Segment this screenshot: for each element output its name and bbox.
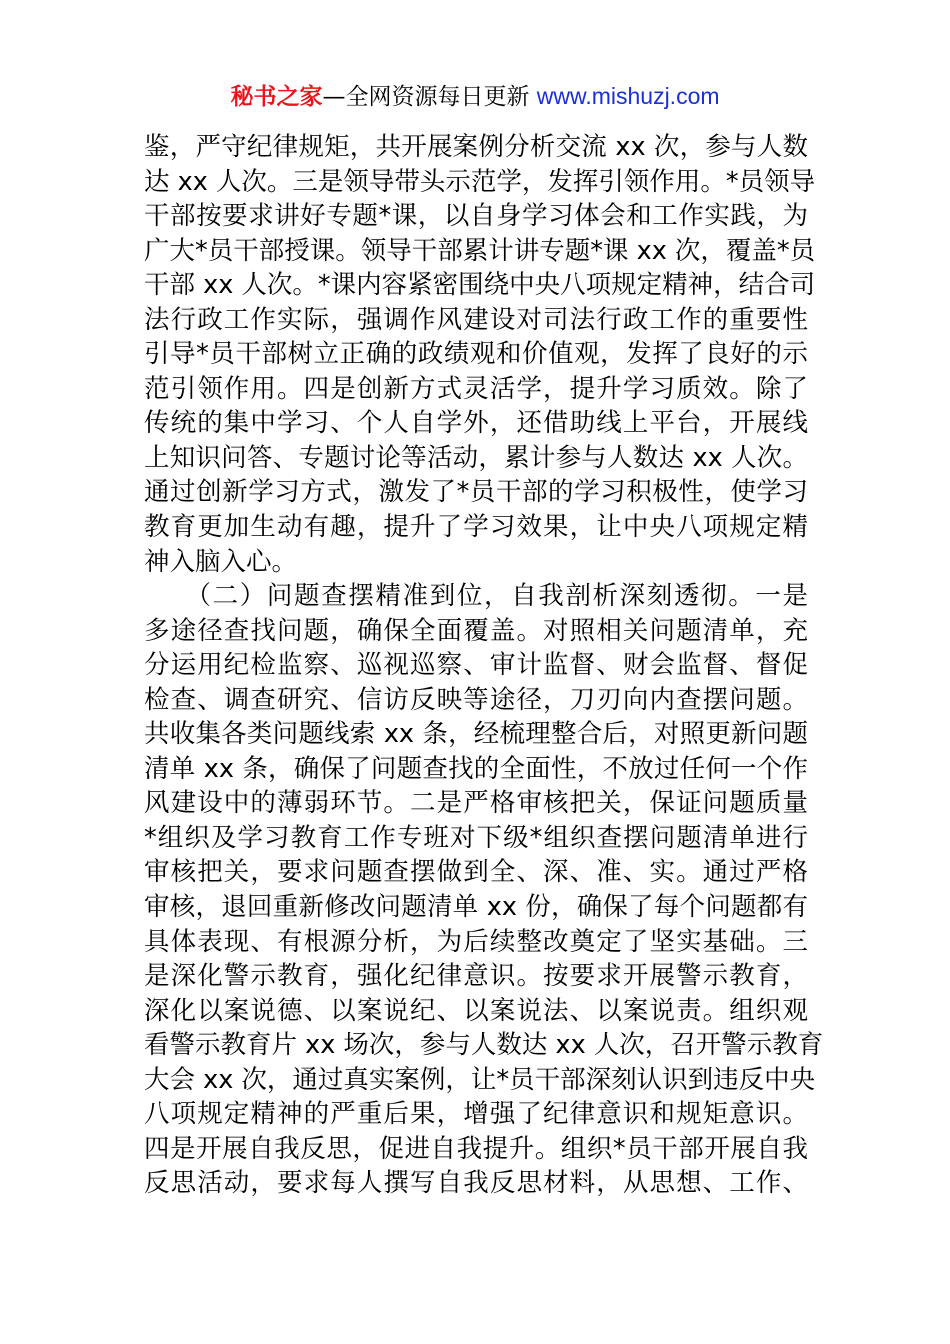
text-line: 范引领作用。四是创新方式灵活学，提升学习质效。除了	[144, 373, 808, 404]
text-line: 八项规定精神的严重后果，增强了纪律意识和规矩意识。	[144, 1099, 808, 1130]
text-line: 风建设中的薄弱环节。二是严格审核把关，保证问题质量	[144, 788, 808, 819]
text-line: 深化以案说德、以案说纪、以案说法、以案说责。组织观	[144, 995, 808, 1026]
text-line: 达 xx 人次。三是领导带头示范学，发挥引领作用。*员领导	[144, 166, 816, 197]
text-line: 广大*员干部授课。领导干部累计讲专题*课 xx 次，覆盖*员	[144, 235, 816, 266]
text-line: （二）问题查摆精准到位，自我剖析深刻透彻。一是	[144, 581, 808, 612]
text-line: 法行政工作实际，强调作风建设对司法行政工作的重要性	[144, 304, 808, 335]
text-line: 具体表现、有根源分析，为后续整改奠定了坚实基础。三	[144, 926, 808, 957]
text-line: 反思活动，要求每人撰写自我反思材料，从思想、工作、	[144, 1168, 808, 1199]
text-line: 干部 xx 人次。*课内容紧密围绕中央八项规定精神，结合司	[144, 270, 816, 301]
text-line: 清单 xx 条，确保了问题查找的全面性，不放过任何一个作	[144, 753, 808, 784]
text-line: 通过创新学习方式，激发了*员干部的学习积极性，使学习	[144, 477, 808, 508]
text-line: 引导*员干部树立正确的政绩观和价值观，发挥了良好的示	[144, 339, 808, 370]
text-line: 鉴，严守纪律规矩，共开展案例分析交流 xx 次，参与人数	[144, 132, 808, 162]
text-line: 分运用纪检监察、巡视巡察、审计监督、财会监督、督促	[144, 650, 808, 681]
text-line: 四是开展自我反思，促进自我提升。组织*员干部开展自我	[144, 1133, 808, 1164]
site-url-link[interactable]: www.mishuzj.com	[536, 83, 720, 109]
text-line: 审核把关，要求问题查摆做到全、深、准、实。通过严格	[144, 857, 808, 888]
text-line: 看警示教育片 xx 场次，参与人数达 xx 人次，召开警示教育	[144, 1030, 824, 1061]
text-line: 上知识问答、专题讨论等活动，累计参与人数达 xx 人次。	[144, 442, 808, 473]
document-body	[144, 130, 824, 1201]
text-line: 干部按要求讲好专题*课，以自身学习体会和工作实践，为	[144, 201, 808, 232]
text-line: 共收集各类问题线索 xx 条，经梳理整合后，对照更新问题	[144, 719, 808, 750]
text-line: 教育更加生动有趣，提升了学习效果，让中央八项规定精	[144, 512, 808, 543]
text-line: 大会 xx 次，通过真实案例，让*员干部深刻认识到违反中央	[144, 1064, 816, 1095]
site-header	[0, 80, 950, 113]
text-line: 审核，退回重新修改问题清单 xx 份，确保了每个问题都有	[144, 892, 808, 923]
site-brand-name: 秘书之家	[230, 84, 323, 110]
text-line: 多途径查找问题，确保全面覆盖。对照相关问题清单，充	[144, 615, 808, 646]
text-line: 是深化警示教育，强化纪律意识。按要求开展警示教育，	[144, 961, 808, 992]
site-tagline: —全网资源每日更新	[322, 84, 537, 110]
text-line: 检查、调查研究、信访反映等途径，刀刃向内查摆问题。	[144, 684, 808, 715]
text-line: 神入脑入心。	[144, 546, 298, 577]
text-line: 传统的集中学习、个人自学外，还借助线上平台，开展线	[144, 408, 808, 439]
text-line: *组织及学习教育工作专班对下级*组织查摆问题清单进行	[144, 822, 808, 853]
